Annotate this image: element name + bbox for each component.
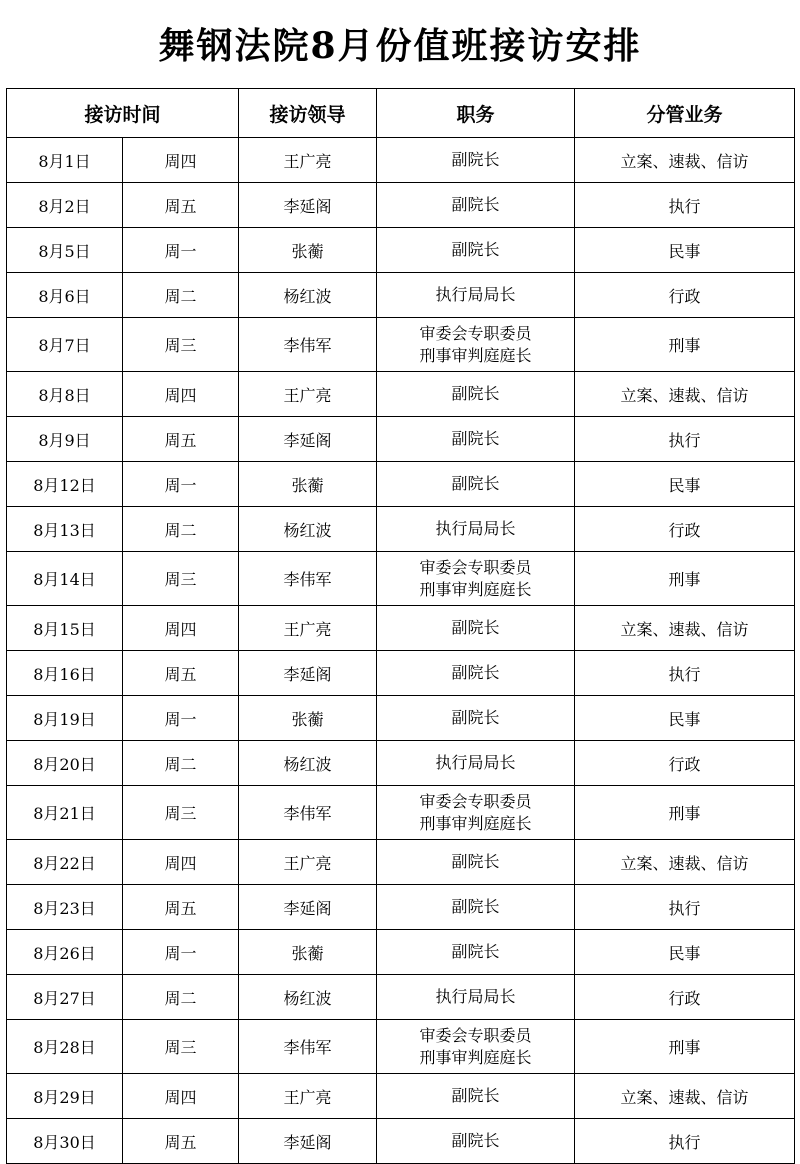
cell-leader: 李延阁 xyxy=(239,651,377,696)
table-row xyxy=(7,930,795,975)
cell-scope: 民事 xyxy=(575,930,795,975)
cell-leader: 李延阁 xyxy=(239,183,377,228)
cell-weekday: 周四 xyxy=(123,840,239,885)
cell-leader: 李伟军 xyxy=(239,318,377,372)
cell-weekday: 周一 xyxy=(123,462,239,507)
cell-leader: 王广亮 xyxy=(239,840,377,885)
cell-leader: 王广亮 xyxy=(239,1074,377,1119)
cell-scope: 刑事 xyxy=(575,786,795,840)
cell-position xyxy=(377,885,575,930)
cell-weekday: 周三 xyxy=(123,318,239,372)
header-leader: 接访领导 xyxy=(239,89,377,138)
cell-position xyxy=(377,741,575,786)
cell-date: 8月1日 xyxy=(7,138,123,183)
table-body xyxy=(7,138,795,1164)
cell-date: 8月28日 xyxy=(7,1020,123,1074)
cell-position xyxy=(377,1119,575,1164)
cell-leader: 张蘅 xyxy=(239,228,377,273)
cell-weekday: 周二 xyxy=(123,507,239,552)
cell-date: 8月12日 xyxy=(7,462,123,507)
cell-date: 8月23日 xyxy=(7,885,123,930)
table-row xyxy=(7,885,795,930)
position-line: 副院长 xyxy=(451,942,500,961)
table-row xyxy=(7,273,795,318)
table-row xyxy=(7,417,795,462)
position-line: 刑事审判庭庭长 xyxy=(419,813,532,833)
cell-date: 8月26日 xyxy=(7,930,123,975)
cell-weekday: 周三 xyxy=(123,786,239,840)
cell-leader: 李延阁 xyxy=(239,885,377,930)
position-line: 审委会专职委员 xyxy=(419,791,532,811)
cell-position xyxy=(377,1020,575,1074)
cell-leader: 王广亮 xyxy=(239,372,377,417)
cell-scope: 立案、速裁、信访 xyxy=(575,138,795,183)
cell-scope: 立案、速裁、信访 xyxy=(575,840,795,885)
position-line: 副院长 xyxy=(451,150,500,169)
cell-date: 8月6日 xyxy=(7,273,123,318)
cell-weekday: 周二 xyxy=(123,273,239,318)
position-line: 副院长 xyxy=(451,663,500,682)
position-line: 副院长 xyxy=(451,897,500,916)
position-line: 执行局局长 xyxy=(435,753,516,772)
cell-scope: 民事 xyxy=(575,228,795,273)
position-line: 副院长 xyxy=(451,852,500,871)
cell-scope: 刑事 xyxy=(575,1020,795,1074)
cell-weekday: 周五 xyxy=(123,885,239,930)
cell-date: 8月21日 xyxy=(7,786,123,840)
cell-weekday: 周五 xyxy=(123,183,239,228)
position-line: 执行局局长 xyxy=(435,987,516,1006)
position-line: 副院长 xyxy=(451,195,500,214)
cell-position xyxy=(377,318,575,372)
position-line: 副院长 xyxy=(451,1086,500,1105)
cell-position xyxy=(377,372,575,417)
cell-position xyxy=(377,273,575,318)
cell-position xyxy=(377,975,575,1020)
position-line: 副院长 xyxy=(451,474,500,493)
cell-weekday: 周三 xyxy=(123,1020,239,1074)
cell-scope: 执行 xyxy=(575,885,795,930)
cell-scope: 刑事 xyxy=(575,318,795,372)
cell-weekday: 周三 xyxy=(123,552,239,606)
cell-leader: 杨红波 xyxy=(239,507,377,552)
cell-scope: 行政 xyxy=(575,507,795,552)
table-row xyxy=(7,1074,795,1119)
header-scope: 分管业务 xyxy=(575,89,795,138)
cell-scope: 行政 xyxy=(575,273,795,318)
cell-date: 8月15日 xyxy=(7,606,123,651)
cell-position xyxy=(377,1074,575,1119)
table-row xyxy=(7,138,795,183)
cell-weekday: 周五 xyxy=(123,651,239,696)
cell-scope: 民事 xyxy=(575,696,795,741)
position-line: 副院长 xyxy=(451,384,500,403)
position-line: 副院长 xyxy=(451,1131,500,1150)
cell-date: 8月16日 xyxy=(7,651,123,696)
cell-date: 8月5日 xyxy=(7,228,123,273)
table-row xyxy=(7,975,795,1020)
cell-scope: 立案、速裁、信访 xyxy=(575,606,795,651)
table-row xyxy=(7,696,795,741)
position-line: 刑事审判庭庭长 xyxy=(419,345,532,365)
cell-leader: 王广亮 xyxy=(239,138,377,183)
cell-scope: 执行 xyxy=(575,1119,795,1164)
cell-leader: 李延阁 xyxy=(239,417,377,462)
cell-position xyxy=(377,138,575,183)
position-line: 副院长 xyxy=(451,708,500,727)
table-row xyxy=(7,786,795,840)
table-row xyxy=(7,507,795,552)
cell-scope: 执行 xyxy=(575,651,795,696)
cell-position xyxy=(377,228,575,273)
cell-date: 8月27日 xyxy=(7,975,123,1020)
cell-weekday: 周一 xyxy=(123,930,239,975)
position-line: 副院长 xyxy=(451,618,500,637)
cell-date: 8月9日 xyxy=(7,417,123,462)
cell-leader: 杨红波 xyxy=(239,975,377,1020)
table-row xyxy=(7,372,795,417)
cell-weekday: 周四 xyxy=(123,606,239,651)
cell-leader: 李伟军 xyxy=(239,1020,377,1074)
cell-position xyxy=(377,840,575,885)
cell-leader: 王广亮 xyxy=(239,606,377,651)
table-row xyxy=(7,318,795,372)
cell-date: 8月8日 xyxy=(7,372,123,417)
table-row xyxy=(7,183,795,228)
cell-position xyxy=(377,786,575,840)
cell-leader: 李伟军 xyxy=(239,786,377,840)
cell-weekday: 周四 xyxy=(123,1074,239,1119)
cell-scope: 行政 xyxy=(575,975,795,1020)
cell-leader: 李延阁 xyxy=(239,1119,377,1164)
table-row xyxy=(7,651,795,696)
cell-position xyxy=(377,606,575,651)
position-line: 刑事审判庭庭长 xyxy=(419,579,532,599)
cell-date: 8月29日 xyxy=(7,1074,123,1119)
cell-position xyxy=(377,651,575,696)
cell-date: 8月20日 xyxy=(7,741,123,786)
cell-position xyxy=(377,507,575,552)
cell-leader: 李伟军 xyxy=(239,552,377,606)
cell-weekday: 周五 xyxy=(123,1119,239,1164)
cell-position xyxy=(377,183,575,228)
cell-scope: 行政 xyxy=(575,741,795,786)
position-line: 刑事审判庭庭长 xyxy=(419,1047,532,1067)
cell-date: 8月13日 xyxy=(7,507,123,552)
cell-position xyxy=(377,417,575,462)
table-row xyxy=(7,1119,795,1164)
position-line: 审委会专职委员 xyxy=(419,323,532,343)
table-row xyxy=(7,840,795,885)
cell-leader: 张蘅 xyxy=(239,462,377,507)
cell-date: 8月7日 xyxy=(7,318,123,372)
cell-weekday: 周一 xyxy=(123,228,239,273)
cell-date: 8月30日 xyxy=(7,1119,123,1164)
cell-position xyxy=(377,696,575,741)
cell-weekday: 周四 xyxy=(123,138,239,183)
cell-leader: 杨红波 xyxy=(239,273,377,318)
cell-scope: 立案、速裁、信访 xyxy=(575,372,795,417)
position-line: 副院长 xyxy=(451,429,500,448)
cell-date: 8月19日 xyxy=(7,696,123,741)
cell-scope: 刑事 xyxy=(575,552,795,606)
table-row xyxy=(7,462,795,507)
cell-weekday: 周一 xyxy=(123,696,239,741)
cell-date: 8月22日 xyxy=(7,840,123,885)
table-header-row xyxy=(7,89,795,138)
cell-scope: 执行 xyxy=(575,417,795,462)
header-position: 职务 xyxy=(377,89,575,138)
cell-scope: 民事 xyxy=(575,462,795,507)
cell-weekday: 周二 xyxy=(123,741,239,786)
table-row xyxy=(7,552,795,606)
cell-date: 8月14日 xyxy=(7,552,123,606)
cell-leader: 张蘅 xyxy=(239,930,377,975)
table-row xyxy=(7,606,795,651)
cell-position xyxy=(377,930,575,975)
position-line: 副院长 xyxy=(451,240,500,259)
position-line: 审委会专职委员 xyxy=(419,557,532,577)
cell-position xyxy=(377,552,575,606)
cell-scope: 执行 xyxy=(575,183,795,228)
table-row xyxy=(7,1020,795,1074)
position-line: 审委会专职委员 xyxy=(419,1025,532,1045)
cell-position xyxy=(377,462,575,507)
position-line: 执行局局长 xyxy=(435,285,516,304)
cell-scope: 立案、速裁、信访 xyxy=(575,1074,795,1119)
position-line: 执行局局长 xyxy=(435,519,516,538)
page-title: 舞钢法院8月份值班接访安排 xyxy=(158,25,642,67)
cell-weekday: 周五 xyxy=(123,417,239,462)
cell-leader: 杨红波 xyxy=(239,741,377,786)
document-page xyxy=(6,4,794,1164)
cell-leader: 张蘅 xyxy=(239,696,377,741)
cell-date: 8月2日 xyxy=(7,183,123,228)
table-row xyxy=(7,228,795,273)
cell-weekday: 周四 xyxy=(123,372,239,417)
cell-weekday: 周二 xyxy=(123,975,239,1020)
duty-schedule-table xyxy=(6,88,795,1164)
header-time: 接访时间 xyxy=(7,89,239,138)
table-row xyxy=(7,741,795,786)
